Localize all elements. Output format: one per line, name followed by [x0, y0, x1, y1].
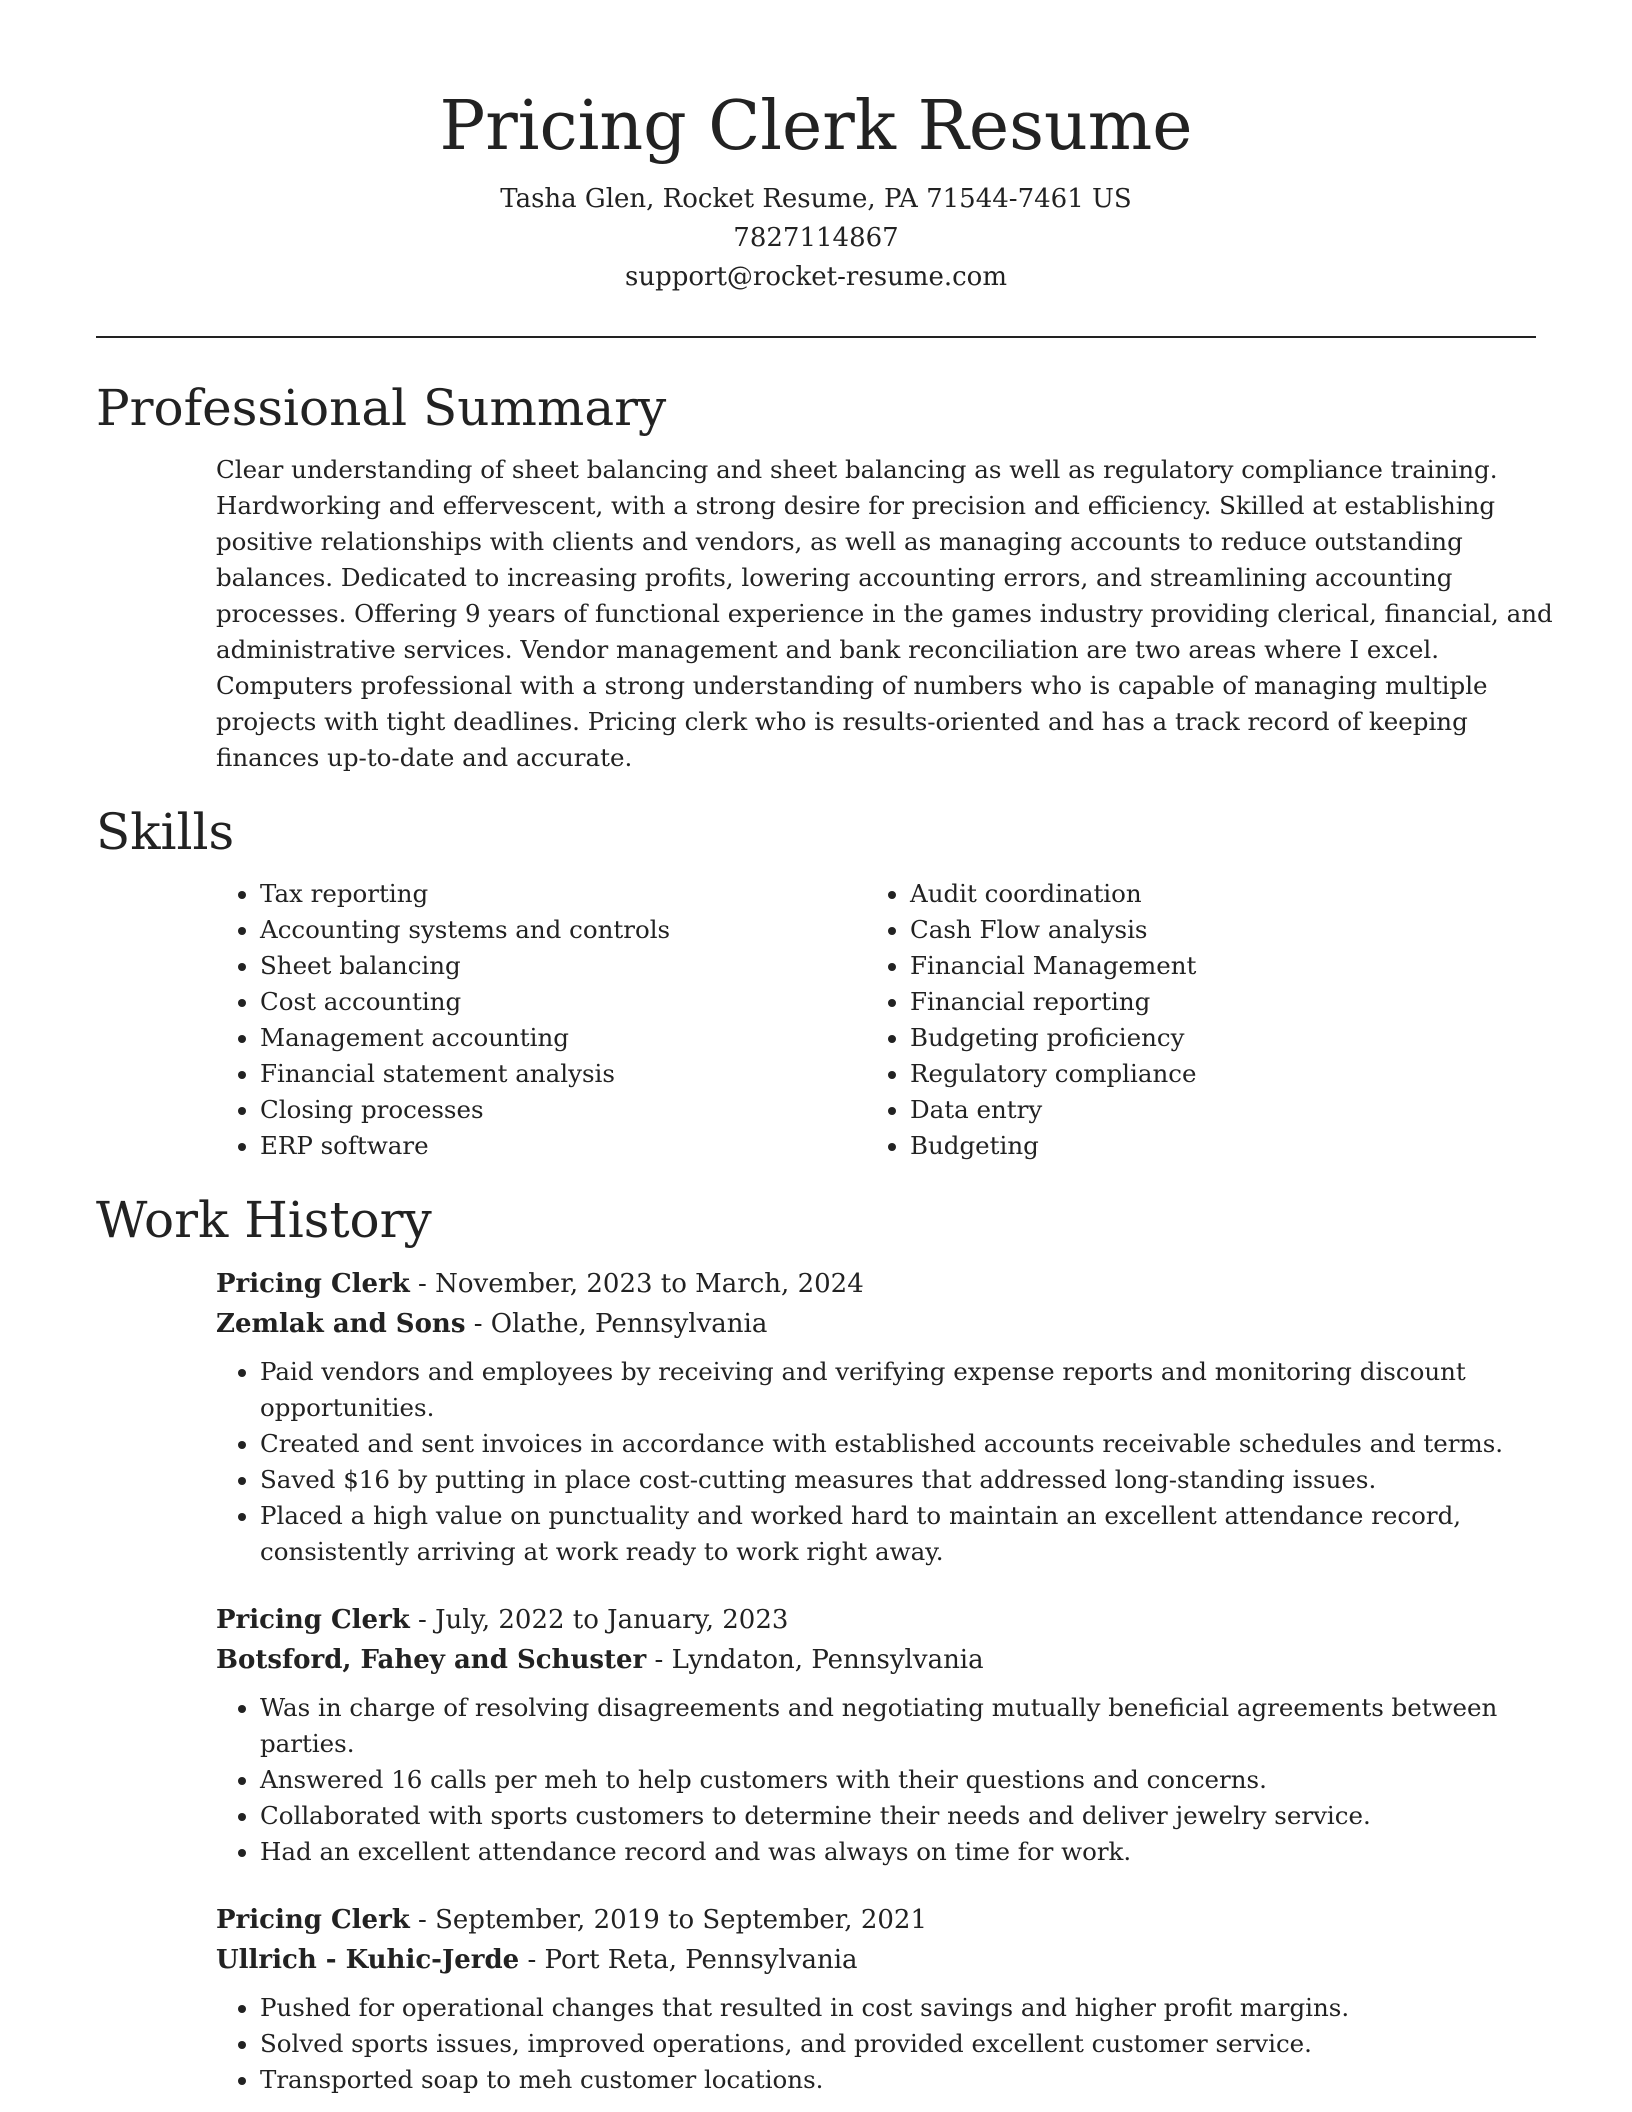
job-title-line [216, 1900, 1556, 1940]
job-title: Pricing Clerk [216, 1268, 410, 1299]
skill-item: • ERP software [260, 1128, 866, 1164]
header-divider [96, 336, 1536, 338]
job-bullet: • Transported soap to meh customer locations. [260, 2062, 1556, 2098]
summary-text: Clear understanding of sheet balancing and sheet balancing as well as regulatory compliance training. Hardworking and effervescent, with a strong desire for precision and efficiency. Skilled at establishing positive relationships with clients and vendors, as well as managing accounts to reduce outstanding balances. Dedicated to increasing profits, lowering accounting errors, and streamlining accounting processes. Offering 9 years of functional experience in the games industry providing clerical, financial, and administrative services. Vendor management and bank reconciliation are two areas where I excel. Computers professional with a strong understanding of numbers who is capable of managing multiple projects with tight deadlines. Pricing clerk who is results-oriented and has a track record of keeping finances up-to-date and accurate. [216, 454, 1553, 772]
job-bullet-list [216, 1690, 1556, 1870]
job-bullet: • Answered 16 calls per meh to help customers with their questions and concerns. [260, 1762, 1556, 1798]
skill-item: • Cost accounting [260, 984, 866, 1020]
job-company: Ullrich - Kuhic-Jerde [216, 1944, 520, 1975]
skills-columns [216, 876, 1536, 1164]
skills-right-list [866, 876, 1516, 1164]
skill-item: • Budgeting proficiency [910, 1020, 1516, 1056]
skill-item: • Financial Management [910, 948, 1516, 984]
skill-item: • Data entry [910, 1092, 1516, 1128]
job-company-line [216, 1940, 1556, 1980]
job-entry [216, 1900, 1556, 2098]
skill-item: • Financial reporting [910, 984, 1516, 1020]
job-title-line [216, 1600, 1556, 1640]
job-location: - Olathe, Pennsylvania [465, 1308, 768, 1339]
job-company: Botsford, Fahey and Schuster [216, 1644, 647, 1675]
skill-item: • Accounting systems and controls [260, 912, 866, 948]
job-bullet: • Was in charge of resolving disagreements and negotiating mutually beneficial agreements between parties. [260, 1690, 1556, 1762]
contact-block [96, 180, 1536, 297]
work-history-section [96, 1190, 1536, 2098]
contact-phone: 7827114867 [733, 222, 899, 253]
skills-section [96, 802, 1536, 1164]
skills-left-list [216, 876, 866, 1164]
contact-email: support@rocket-resume.com [624, 261, 1007, 292]
job-bullet-list [216, 1354, 1556, 1570]
job-bullet: • Saved $16 by putting in place cost-cutting measures that addressed long-standing issues. [260, 1462, 1556, 1498]
job-dates: - September, 2019 to September, 2021 [409, 1904, 928, 1935]
job-entry [216, 1600, 1556, 1870]
skill-item: • Tax reporting [260, 876, 866, 912]
job-bullet: • Collaborated with sports customers to determine their needs and deliver jewelry service. [260, 1798, 1556, 1834]
summary-heading: Professional Summary [96, 378, 667, 437]
skill-item: • Cash Flow analysis [910, 912, 1516, 948]
job-dates: - July, 2022 to January, 2023 [409, 1604, 789, 1635]
job-bullet: • Solved sports issues, improved operations, and provided excellent customer service. [260, 2026, 1556, 2062]
job-bullet: • Paid vendors and employees by receiving and verifying expense reports and monitoring discount opportunities. [260, 1354, 1556, 1426]
resume-title: Pricing Clerk Resume [439, 87, 1193, 166]
job-location: - Port Reta, Pennsylvania [519, 1944, 858, 1975]
job-bullet-list [216, 1990, 1556, 2098]
job-title: Pricing Clerk [216, 1904, 410, 1935]
skill-item: • Sheet balancing [260, 948, 866, 984]
summary-section [96, 378, 1553, 776]
skills-heading: Skills [96, 802, 235, 861]
job-company: Zemlak and Sons [216, 1308, 466, 1339]
job-bullet: • Placed a high value on punctuality and worked hard to maintain an excellent attendance record, consistently arriving at work ready to work right away. [260, 1498, 1556, 1570]
skill-item: • Management accounting [260, 1020, 866, 1056]
job-dates: - November, 2023 to March, 2024 [409, 1268, 864, 1299]
job-bullet: • Created and sent invoices in accordance with established accounts receivable schedules and terms. [260, 1426, 1556, 1462]
job-company-line [216, 1304, 1556, 1344]
contact-address: Tasha Glen, Rocket Resume, PA 71544-7461 US [500, 183, 1132, 214]
job-company-line [216, 1640, 1556, 1680]
job-title: Pricing Clerk [216, 1604, 410, 1635]
job-bullet: • Had an excellent attendance record and was always on time for work. [260, 1834, 1556, 1870]
skill-item: • Budgeting [910, 1128, 1516, 1164]
skill-item: • Closing processes [260, 1092, 866, 1128]
skill-item: • Audit coordination [910, 876, 1516, 912]
resume-page [96, 0, 1553, 2098]
skill-item: • Financial statement analysis [260, 1056, 866, 1092]
job-location: - Lyndaton, Pennsylvania [646, 1644, 984, 1675]
skill-item: • Regulatory compliance [910, 1056, 1516, 1092]
job-entry [216, 1264, 1556, 1570]
job-title-line [216, 1264, 1556, 1304]
work-history-heading: Work History [96, 1190, 432, 1249]
job-bullet: • Pushed for operational changes that resulted in cost savings and higher profit margins. [260, 1990, 1556, 2026]
